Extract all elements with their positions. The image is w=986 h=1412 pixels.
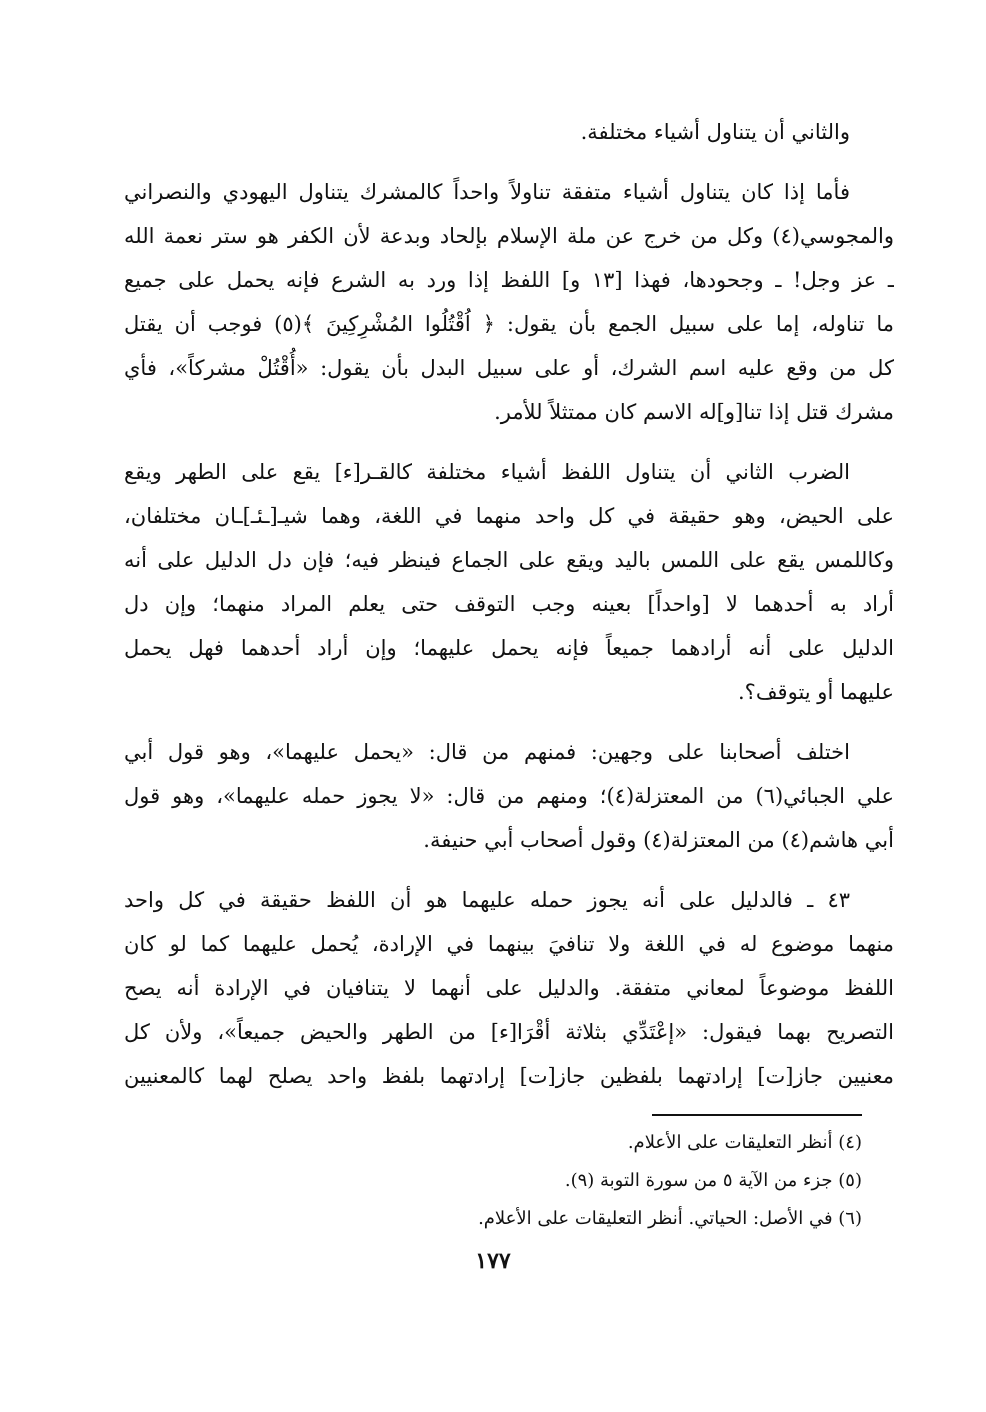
text-line: أراد به أحدهما لا [واحداً] بعينه وجب التوقف حتى يعلم المراد منهما؛ وإن دل	[124, 592, 894, 616]
text-line: ٤٣ ـ فالدليل على أنه يجوز حمله عليهما هو أن اللفظ حقيقة في كل واحد	[124, 888, 850, 912]
footnote-4: (٤) أنظر التعليقات على الأعلام.	[627, 1132, 862, 1153]
text-line: اختلف أصحابنا على وجهين: فمنهم من قال: «يحمل عليهما»، وهو قول أبي	[124, 740, 850, 764]
text-line: أبي هاشم(٤) من المعتزلة(٤) وقول أصحاب أبي حنيفة.	[423, 828, 894, 852]
paragraph-1	[124, 110, 894, 154]
text-line: ـ عز وجل! ـ وجحودها، فهذا [١٣ و] اللفظ إذا ورد به الشرع فإنه يحمل على جميع	[124, 268, 894, 292]
footnote-divider	[652, 1114, 862, 1116]
text-line: ما تناوله، إما على سبيل الجمع بأن يقول: ﴿ اُقْتُلُوا المُشْرِكِينَ ﴾(٥) فوجب أن يقتل	[124, 312, 894, 336]
paragraph-4	[124, 730, 894, 862]
text-line: والثاني أن يتناول أشياء مختلفة.	[580, 120, 850, 144]
text-line: منهما موضوع له في اللغة ولا تنافيَ بينهما في الإرادة، يُحمل عليهما كما لو كان	[124, 932, 894, 956]
text-line: الدليل على أنه أرادهما جميعاً فإنه يحمل عليهما؛ وإن أراد أحدهما فهل يحمل	[124, 636, 894, 660]
paragraph-2	[124, 170, 894, 434]
footnote-5: (٥) جزء من الآية ٥ من سورة التوبة (٩).	[564, 1170, 862, 1191]
text-line: معنيين جاز[ت] إرادتهما بلفظين جاز[ت] إرادتهما بلفظ واحد يصلح لهما كالمعنيين	[124, 1064, 894, 1088]
main-text	[124, 110, 894, 1114]
text-line: التصريح بهما فيقول: «إعْتَدِّي بثلاثة أقْرَا[ء] من الطهر والحيض جميعاً»، ولأن كل	[124, 1020, 894, 1044]
text-line: عليهما أو يتوقف؟.	[738, 680, 894, 704]
text-line: علي الجبائي(٦) من المعتزلة(٤)؛ ومنهم من قال: «لا يجوز حمله عليهما»، وهو قول	[124, 784, 894, 808]
text-line: وكاللمس يقع على اللمس باليد ويقع على الجماع فينظر فيه؛ فإن دل الدليل على أنه	[124, 548, 894, 572]
text-line: على الحيض، وهو حقيقة في كل واحد منهما في اللغة، وهما شيـ[ـئـ]ـان مختلفان،	[124, 504, 894, 528]
text-line: فأما إذا كان يتناول أشياء متفقة تناولاً واحداً كالمشرك يتناول اليهودي والنصراني	[124, 180, 850, 204]
paragraph-5	[124, 878, 894, 1098]
footnotes	[262, 1124, 862, 1238]
text-line: كل من وقع عليه اسم الشرك، أو على سبيل البدل بأن يقول: «أُقْتُلْ مشركاً»، فأي	[124, 356, 894, 380]
text-line: مشرك قتل إذا تنا[و]له الاسم كان ممتثلاً للأمر.	[494, 400, 894, 424]
text-line: والمجوسي(٤) وكل من خرج عن ملة الإسلام بإلحاد وبدعة لأن الكفر هو ستر نعمة الله	[124, 224, 894, 248]
paragraph-3	[124, 450, 894, 714]
text-line: الضرب الثاني أن يتناول اللفظ أشياء مختلفة كالقـر[ء] يقع على الطهر ويقع	[124, 460, 850, 484]
text-line: اللفظ موضوعاً لمعاني متفقة. والدليل على أنهما لا يتنافيان في الإرادة أنه يصح	[124, 976, 894, 1000]
footnote-6: (٦) في الأصل: الحياتي. أنظر التعليقات على الأعلام.	[478, 1208, 862, 1229]
page-number: ١٧٧	[475, 1248, 511, 1274]
